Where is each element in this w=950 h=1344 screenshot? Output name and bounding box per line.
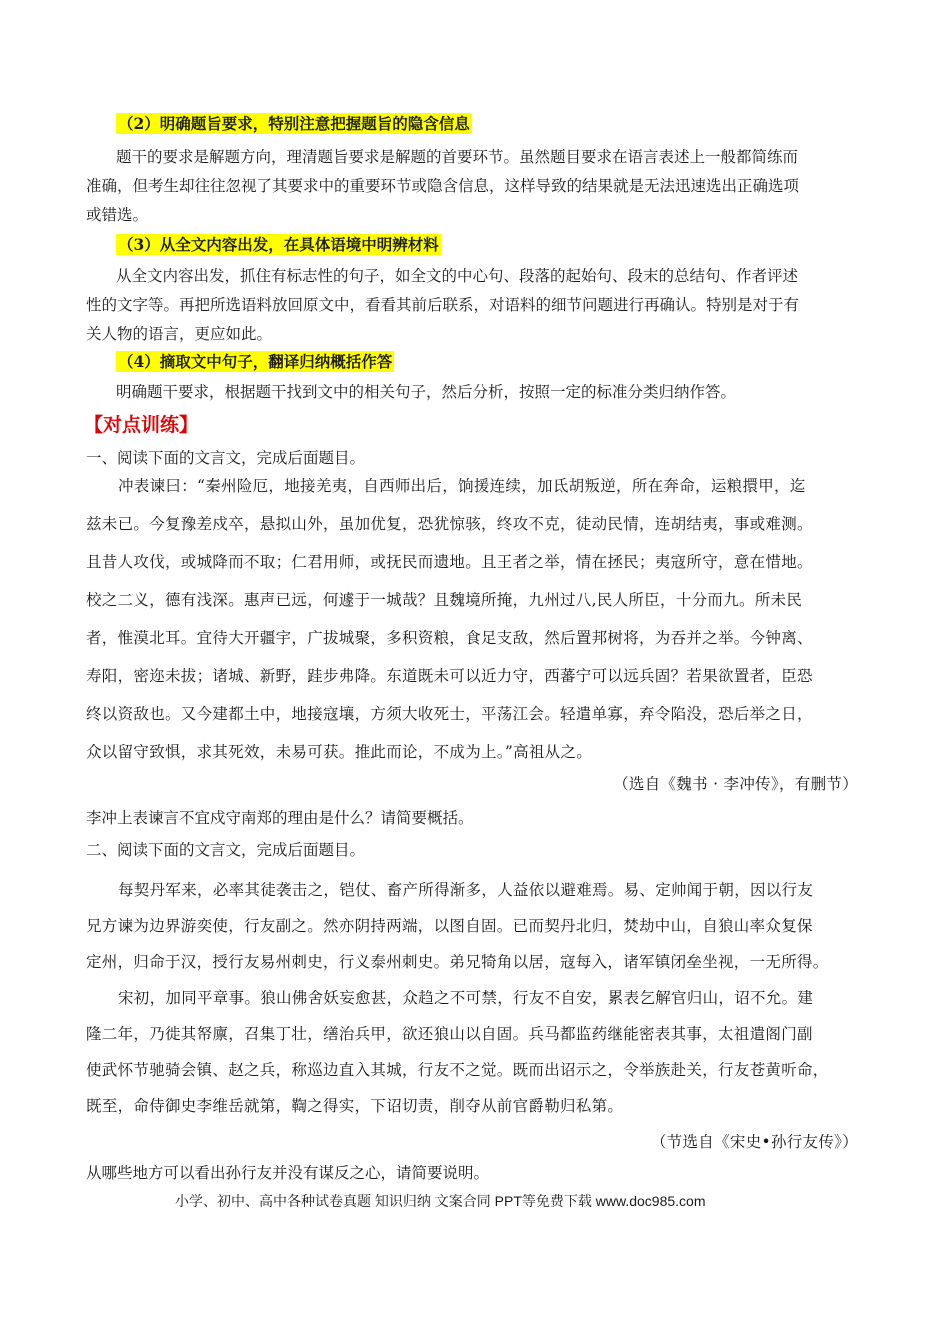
heading-3 [116,235,441,255]
q1-passage-line-6: 寿阳，密迩未拔；诸城、新野，跬步弗降。东道既未可以近力守，西蕃宁可以远兵固？若果欲置者，臣恐 [86,667,813,685]
page-footer: 小学、初中、高中各种试卷真题 知识归纳 文案合同 PPT等免费下载 www.doc985.com [175,1193,706,1209]
q2-passage1-line-2: 兄方谏为边界游奕使，行友副之。然亦阴持两端，以图自固。已而契丹北归，焚劫中山，自狼山率众复保 [86,917,813,935]
q1-passage-line-4: 校之二义，德有浅深。惠声已远，何遽于一城哉？且魏境所掩，九州过八,民人所臣，十分而九。所未民 [86,591,803,609]
q2-passage2-line-4: 既至，命侍御史李维岳就第，鞫之得实，下诏切责，削夺从前官爵勒归私第。 [86,1097,624,1115]
q1-passage-line-8: 众以留守致惧，求其死效，未易可获。推此而论，不成为上。”高祖从之。 [86,743,593,761]
q1-passage-line-1: 冲表谏曰：“秦州险厄，地接羌夷，自西师出后，饷援连续，加氐胡叛逆，所在奔命，运粮擐甲，迄 [118,477,806,495]
section-title: 【对点训练】 [84,414,199,436]
q2-intro: 二、阅读下面的文言文，完成后面题目。 [86,841,366,859]
para-3-line-2: 性的文字等。再把所选语料放回原文中，看看其前后联系，对语料的细节问题进行再确认。特别是对于有 [86,296,800,314]
heading-2-text: （2）明确题旨要求，特别注意把握题旨的隐含信息 [118,114,470,133]
para-4-line-1: 明确题干要求，根据题干找到文中的相关句子，然后分析，按照一定的标准分类归纳作答。 [116,383,737,401]
para-3-line-3: 关人物的语言，更应如此。 [86,325,273,343]
q2-passage2-line-3: 使武怀节驰骑会镇、赵之兵，称巡边直入其城，行友不之觉。既而出诏示之，令举族赴关，行友苍黄听命， [86,1061,829,1079]
q1-intro: 一、阅读下面的文言文，完成后面题目。 [86,449,366,467]
q2-question: 从哪些地方可以看出孙行友并没有谋反之心，请简要说明。 [86,1164,490,1182]
q2-passage2-line-1: 宋初，加同平章事。狼山佛舍妖妄愈甚，众趋之不可禁，行友不自安，累表乞解官归山，诏不允。建 [118,989,814,1007]
q2-passage2-line-2: 隆二年，乃徙其帑廪，召集丁壮，缮治兵甲，欲还狼山以自固。兵马都监药继能密表其事，太祖遣阁门副 [86,1025,813,1043]
para-3-line-1: 从全文内容出发，抓住有标志性的句子，如全文的中心句、段落的起始句、段末的总结句、作者评述 [116,267,799,285]
q1-passage-line-5: 者，惟漠北耳。宜待大开疆宇，广拔城聚，多积资粮，食足支敌，然后置邦树将，为吞并之举。今钟离、 [86,629,813,647]
q1-passage-line-3: 且昔人攻伐，或城降而不取；仁君用师，或抚民而遗地。且王者之举，情在拯民；夷寇所守，意在惜地。 [86,553,813,571]
q2-source: （节选自《宋史•孙行友传》） [650,1133,858,1151]
para-2-line-3: 或错选。 [86,206,149,224]
q1-passage-line-7: 终以资敌也。又今建都土中，地接寇壤，方须大收死士，平荡江会。轻遣单寡，弃令陷没，恐后举之日， [86,705,813,723]
para-2-line-1: 题干的要求是解题方向，理清题旨要求是解题的首要环节。虽然题目要求在语言表述上一般都简练而 [116,148,799,166]
heading-4-text: （4）摘取文中句子，翻译归纳概括作答 [118,352,393,371]
q1-question: 李冲上表谏言不宜戍守南郑的理由是什么？请简要概括。 [86,809,474,827]
q1-passage-line-2: 兹未已。今复豫差戍卒，悬拟山外，虽加优复，恐犹惊骇，终攻不克，徒动民情，连胡结夷，事或难测。 [86,515,813,533]
q1-source: （选自《魏书 · 李冲传》，有删节） [613,775,858,793]
q2-passage1-line-1: 每契丹军来，必率其徒袭击之，铠仗、畜产所得渐多，人益依以避难焉。易、定帅闻于朝，因以行友 [118,881,814,899]
heading-2 [116,114,472,134]
para-2-line-2: 准确，但考生却往往忽视了其要求中的重要环节或隐含信息，这样导致的结果就是无法迅速选出正确选项 [86,177,800,195]
q2-passage1-line-3: 定州，归命于汉，授行友易州刺史，行义泰州刺史。弟兄犄角以居，寇每入，诸军镇闭垒坐视，一无所得。 [86,953,829,971]
heading-4 [116,352,394,372]
heading-3-text: （3）从全文内容出发，在具体语境中明辨材料 [118,235,439,254]
